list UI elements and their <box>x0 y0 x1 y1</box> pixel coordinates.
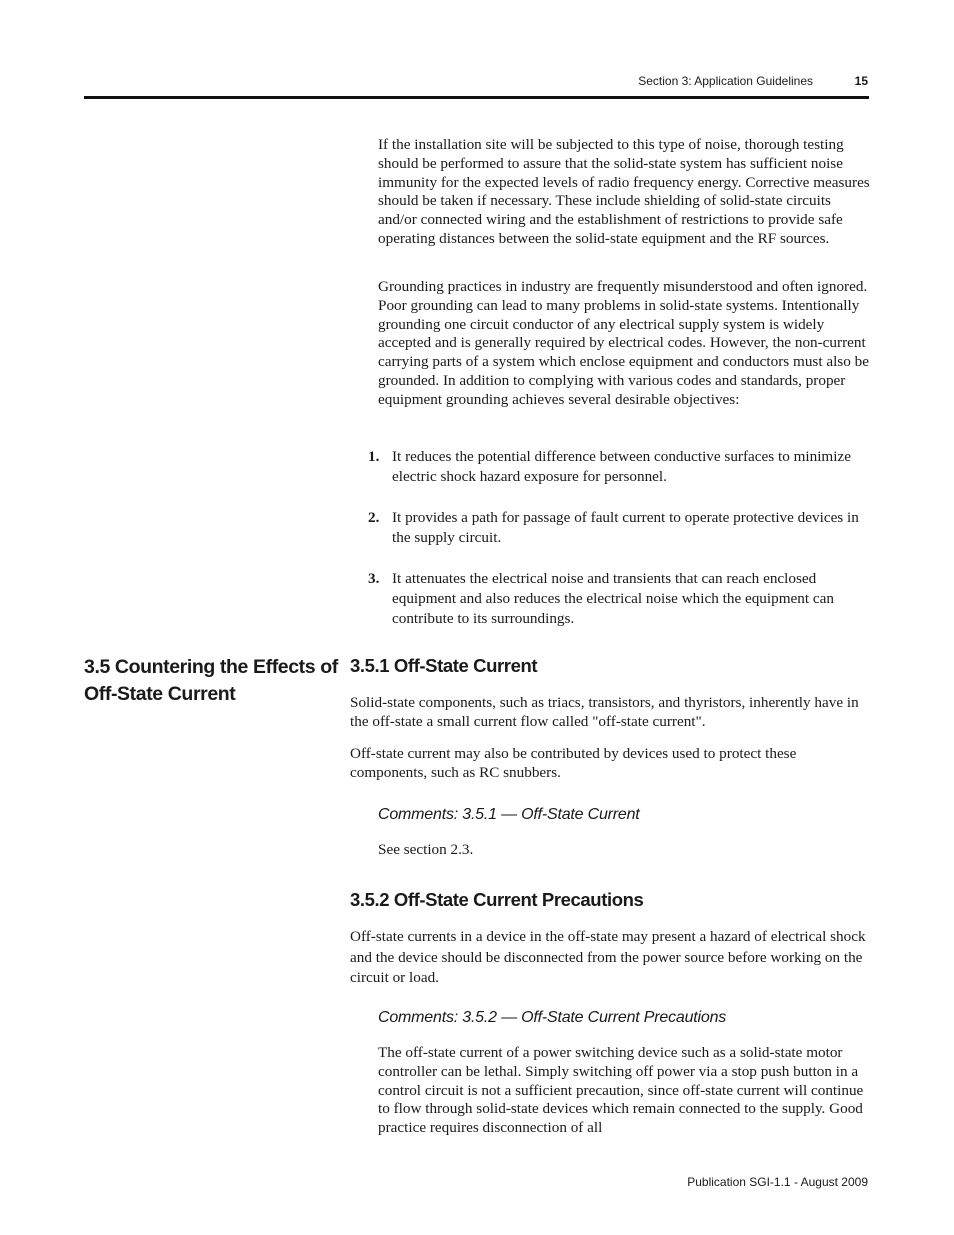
paragraph-off-state-current: Solid-state components, such as triacs, transistors, and thyristors, inherently have in the off-state a small current flow called "off-state current". <box>350 694 859 730</box>
list-item-text: It reduces the potential difference between conductive surfaces to minimize electric shock hazard exposure for personnel. <box>392 448 851 485</box>
footer-publication: Publication SGI-1.1 - August 2009 <box>687 1175 868 1189</box>
running-header <box>0 74 954 92</box>
paragraph-off-state-precautions: Off-state currents in a device in the off-state may present a hazard of electrical shock and the device should be disconnected from the power source before working on the circuit or load. <box>350 928 866 986</box>
comments-heading-3-5-2: Comments: 3.5.2 — Off-State Current Precautions <box>378 1009 727 1026</box>
intro-paragraph-rf-noise: If the installation site will be subjected to this type of noise, thorough testing should be performed to assure that the solid-state system has sufficient noise immunity for the expected levels of radio frequency energy. Corrective measures should be taken if necessary. These include shielding of solid-state circuits and/or connected wiring and the establishment of restrictions to provide safe operating distances between the solid-state equipment and the RF sources. <box>378 136 870 247</box>
list-item-text: It attenuates the electrical noise and transients that can reach enclosed equipment and also reduces the electrical noise which the equipment can contribute to its surroundings. <box>392 570 834 627</box>
paragraph-off-state-contributors: Off-state current may also be contributed by devices used to protect these components, such as RC snubbers. <box>350 745 797 781</box>
objective-list-item-1 <box>368 447 870 487</box>
list-number: 3. <box>368 570 380 587</box>
list-number: 1. <box>368 448 380 465</box>
header-rule <box>84 96 869 99</box>
objective-list-item-3 <box>368 569 870 629</box>
list-item-text: It provides a path for passage of fault current to operate protective devices in the supply circuit. <box>392 509 859 546</box>
subheading-3-5-1: 3.5.1 Off-State Current <box>350 655 538 676</box>
comments-heading-3-5-1: Comments: 3.5.1 — Off-State Current <box>378 806 640 823</box>
comments-text-3-5-1: See section 2.3. <box>378 841 474 858</box>
page-number: 15 <box>854 74 868 88</box>
running-header-section-title: Section 3: Application Guidelines <box>638 74 813 88</box>
section-heading-3-5: 3.5 Countering the Effects of Off-State Current <box>84 656 338 705</box>
list-number: 2. <box>368 509 380 526</box>
intro-paragraph-grounding: Grounding practices in industry are frequently misunderstood and often ignored. Poor grounding can lead to many problems in solid-state systems. Intentionally grounding one circuit conductor of any electrical supply system is widely accepted and is generally required by electrical codes. However, the non-current carrying parts of a system which enclose equipment and conductors must also be grounded. In addition to complying with various codes and standards, proper equipment grounding achieves several desirable objectives: <box>378 278 869 408</box>
subheading-3-5-2: 3.5.2 Off-State Current Precautions <box>350 889 644 910</box>
comments-text-3-5-2: The off-state current of a power switching device such as a solid-state motor controller can be lethal. Simply switching off power via a stop push button in a control circuit is not a sufficient precaution, since off-state current will continue to flow through solid-state devices which remain connected to the supply. Good practice requires disconnection of all <box>378 1044 864 1137</box>
objective-list-item-2 <box>368 508 870 548</box>
